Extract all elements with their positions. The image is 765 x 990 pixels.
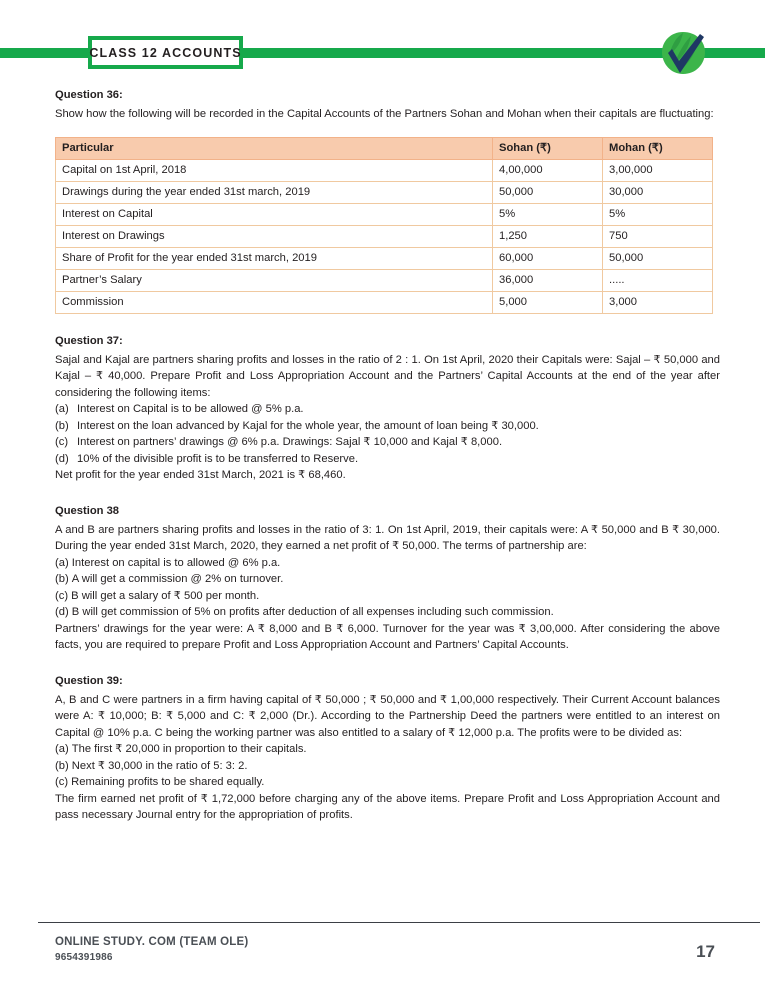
cell-mohan: ..... <box>603 269 713 291</box>
cell-sohan: 60,000 <box>493 247 603 269</box>
item-text: B will get a salary of ₹ 500 per month. <box>71 589 260 602</box>
question-38-closing: Partners’ drawings for the year were: A ₹ 8,000 and B ₹ 6,000. Turnover for the year was ₹ 3,00,000. After considering the above facts, you are required to prepare Profit and Loss Appropriation Account and Partners’ Capital Accounts. <box>55 622 720 651</box>
table-row <box>56 225 713 247</box>
question-block-37 <box>55 334 720 484</box>
table-header-row <box>56 137 713 159</box>
spacer <box>55 654 720 674</box>
spacer <box>55 484 720 504</box>
page-header <box>0 0 765 82</box>
cell-particular: Partner’s Salary <box>56 269 493 291</box>
column-header-sohan: Sohan (₹) <box>493 137 603 159</box>
question-38-item-d <box>55 604 720 621</box>
table-row <box>56 181 713 203</box>
question-37-intro: Sajal and Kajal are partners sharing profits and losses in the ratio of 2 : 1. On 1st April, 2020 their Capitals were: Sajal – ₹ 50,000 and Kajal – ₹ 40,000. Prepare Profit and Loss Appropriation Account and the Partners’ Capital Accounts at the end of the year after considering the following items: <box>55 353 720 399</box>
question-39-item-a <box>55 741 720 758</box>
cell-mohan: 50,000 <box>603 247 713 269</box>
item-marker: (d) <box>55 606 69 618</box>
spacer <box>55 314 720 334</box>
item-text: Interest on Capital is to be allowed @ 5% p.a. <box>77 403 304 415</box>
capital-accounts-table-wrap <box>55 137 712 314</box>
footer-phone: 9654391986 <box>55 952 113 963</box>
item-marker: (d) <box>55 452 69 465</box>
item-text: Interest on partners’ drawings @ 6% p.a. Drawings: Sajal ₹ 10,000 and Kajal ₹ 8,000. <box>77 436 503 448</box>
item-text: A will get a commission @ 2% on turnover. <box>71 573 284 585</box>
question-38-item-a <box>55 555 720 572</box>
table-row <box>56 159 713 181</box>
item-text: Remaining profits to be shared equally. <box>71 776 265 788</box>
question-39-title: Question 39: <box>55 674 123 687</box>
item-marker: (c) <box>55 436 69 448</box>
document-body <box>55 88 720 824</box>
cell-mohan: 750 <box>603 225 713 247</box>
question-38-intro: A and B are partners sharing profits and losses in the ratio of 3: 1. On 1st April, 2019, their capitals were: A ₹ 50,000 and B ₹ 30,000. During the year ended 31st March, 2020, they earned a net profit of ₹ 50,000. The terms of partnership are: <box>55 523 720 552</box>
table-row <box>56 291 713 313</box>
item-marker: (b) <box>55 759 69 772</box>
question-39-item-b <box>55 758 720 775</box>
question-36-title: Question 36: <box>55 89 123 101</box>
cell-mohan: 3,00,000 <box>603 159 713 181</box>
green-leaf-checkmark-logo-icon <box>655 28 711 80</box>
item-text: Interest on capital is to allowed @ 6% p.a. <box>71 556 281 569</box>
page-number: 17 <box>696 942 715 961</box>
item-text: 10% of the divisible profit is to be transferred to Reserve. <box>77 452 359 465</box>
capital-accounts-table <box>55 137 713 314</box>
item-text: The first ₹ 20,000 in proportion to their capitals. <box>71 743 307 755</box>
cell-particular: Drawings during the year ended 31st march, 2019 <box>56 181 493 203</box>
cell-sohan: 4,00,000 <box>493 159 603 181</box>
question-37-item-d <box>55 451 720 468</box>
question-block-36 <box>55 88 720 314</box>
cell-sohan: 5,000 <box>493 291 603 313</box>
question-39-item-c <box>55 774 720 791</box>
question-37-item-b <box>55 418 720 435</box>
item-marker: (c) <box>55 776 69 788</box>
item-marker: (b) <box>55 573 69 585</box>
cell-mohan: 5% <box>603 203 713 225</box>
cell-particular: Share of Profit for the year ended 31st march, 2019 <box>56 247 493 269</box>
question-block-38 <box>55 504 720 654</box>
footer-brand: ONLINE STUDY. COM (TEAM OLE) <box>55 936 249 948</box>
cell-particular: Commission <box>56 291 493 313</box>
cell-sohan: 5% <box>493 203 603 225</box>
item-marker: (a) <box>55 743 69 755</box>
column-header-mohan: Mohan (₹) <box>603 137 713 159</box>
question-37-item-c <box>55 434 720 451</box>
table-row <box>56 269 713 291</box>
footer-divider <box>38 922 760 923</box>
class-badge-label: CLASS 12 ACCOUNTS <box>89 45 242 60</box>
question-38-item-b <box>55 571 720 588</box>
cell-particular: Interest on Drawings <box>56 225 493 247</box>
item-text: Next ₹ 30,000 in the ratio of 5: 3: 2. <box>71 759 248 772</box>
item-marker: (b) <box>55 419 69 432</box>
cell-sohan: 50,000 <box>493 181 603 203</box>
column-header-particular: Particular <box>56 137 493 159</box>
question-37-item-a <box>55 401 720 418</box>
question-36-intro: Show how the following will be recorded in the Capital Accounts of the Partners Sohan and Mohan when their capitals are fluctuating: <box>55 108 714 120</box>
question-39-closing: The firm earned net profit of ₹ 1,72,000 before charging any of the above items. Prepare Profit and Loss Appropriation Account and pass necessary Journal entry for the appropriation of profits. <box>55 792 720 821</box>
page-footer <box>55 936 715 976</box>
table-row <box>56 247 713 269</box>
item-text: B will get commission of 5% on profits after deduction of all expenses including such commission. <box>71 606 554 618</box>
cell-sohan: 1,250 <box>493 225 603 247</box>
question-39-intro: A, B and C were partners in a firm having capital of ₹ 50,000 ; ₹ 50,000 and ₹ 1,00,000 respectively. Their Current Account balances were A: ₹ 10,000; B: ₹ 5,000 and C: ₹ 2,000 (Dr.). According to the Partnership Deed the partners were entitled to an interest on Capital @ 10% p.a. C being the working partner was also entitled to a salary of ₹ 12,000 p.a. The profits were to be divided as: <box>55 693 720 739</box>
item-marker: (a) <box>55 403 69 415</box>
question-38-title: Question 38 <box>55 504 120 517</box>
cell-particular: Interest on Capital <box>56 203 493 225</box>
cell-particular: Capital on 1st April, 2018 <box>56 159 493 181</box>
cell-mohan: 3,000 <box>603 291 713 313</box>
table-row <box>56 203 713 225</box>
cell-mohan: 30,000 <box>603 181 713 203</box>
question-37-title: Question 37: <box>55 334 123 347</box>
item-marker: (a) <box>55 556 69 569</box>
question-38-item-c <box>55 588 720 605</box>
cell-sohan: 36,000 <box>493 269 603 291</box>
item-marker: (c) <box>55 589 69 602</box>
question-block-39 <box>55 674 720 824</box>
item-text: Interest on the loan advanced by Kajal for the whole year, the amount of loan being ₹ 30,000. <box>77 419 539 432</box>
class-badge <box>88 36 243 69</box>
question-37-closing: Net profit for the year ended 31st March, 2021 is ₹ 68,460. <box>55 469 346 481</box>
